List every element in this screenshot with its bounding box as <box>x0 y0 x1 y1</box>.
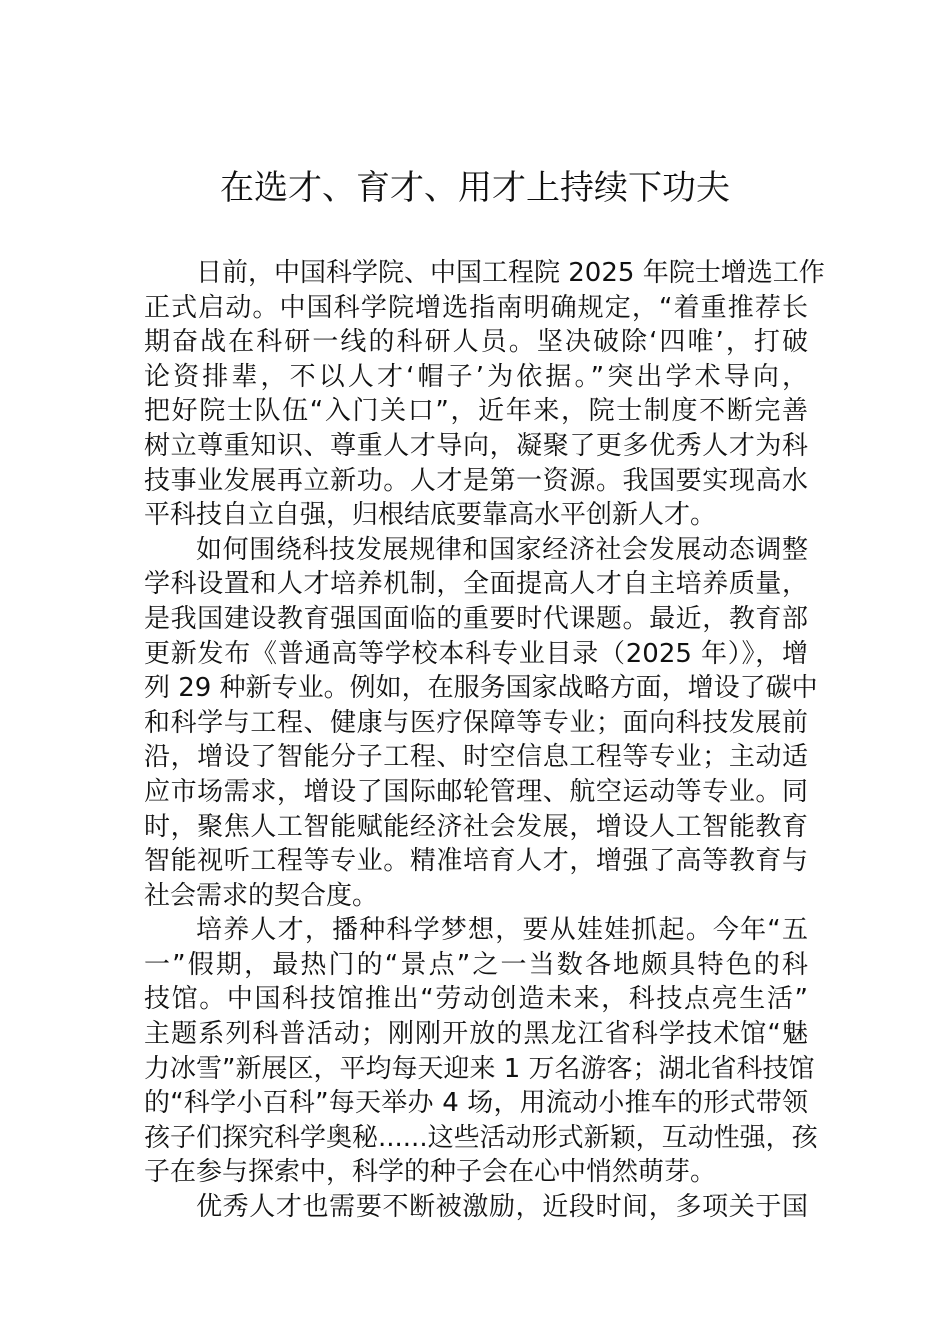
document-title: 在选才、育才、用才上持续下功夫 <box>220 168 730 208</box>
text-line: 优秀人才也需要不断被激励，近段时间，多项关于国 <box>196 1192 808 1223</box>
text-line: 论资排辈，不以人才‘帽子’为依据。”突出学术导向， <box>144 361 808 392</box>
text-line: 期奋战在科研一线的科研人员。坚决破除‘四唯’，打破 <box>144 327 808 358</box>
text-line: 培养人才，播种科学梦想，要从娃娃抓起。今年“五 <box>196 915 808 946</box>
text-line: 平科技自立自强，归根结底要靠高水平创新人才。 <box>144 500 717 531</box>
text-line: 是我国建设教育强国面临的重要时代课题。最近，教育部 <box>144 603 808 634</box>
text-line: 一”假期，最热门的“景点”之一当数各地颇具特色的科 <box>144 949 808 980</box>
text-line: 智能视听工程等专业。精准培育人才，增强了高等教育与 <box>144 846 808 877</box>
text-line: 主题系列科普活动；刚刚开放的黑龙江省科学技术馆“魅 <box>144 1019 808 1050</box>
text-line: 沿，增设了智能分子工程、时空信息工程等专业；主动适 <box>144 742 808 773</box>
text-line: 的“科学小百科”每天举办 4 场，用流动小推车的形式带领 <box>144 1088 808 1119</box>
text-line: 日前，中国科学院、中国工程院 2025 年院士增选工作 <box>196 258 825 288</box>
text-line: 技事业发展再立新功。人才是第一资源。我国要实现高水 <box>144 465 808 496</box>
text-line: 学科设置和人才培养机制，全面提高人才自主培养质量， <box>144 569 808 600</box>
text-line: 把好院士队伍“入门关口”，近年来，院士制度不断完善 <box>144 396 808 427</box>
text-line: 孩子们探究科学奥秘......这些活动形式新颖，互动性强，孩 <box>144 1122 818 1153</box>
text-line: 树立尊重知识、尊重人才导向，凝聚了更多优秀人才为科 <box>144 430 808 461</box>
text-line: 如何围绕科技发展规律和国家经济社会发展动态调整 <box>196 534 808 565</box>
text-line: 更新发布《普通高等学校本科专业目录（2025 年）》，增 <box>144 638 808 669</box>
text-line: 技馆。中国科技馆推出“劳动创造未来，科技点亮生活” <box>144 984 808 1015</box>
document-body <box>144 256 825 1225</box>
text-line: 和科学与工程、健康与医疗保障等专业；面向科技发展前 <box>144 707 808 738</box>
text-line: 子在参与探索中，科学的种子会在心中悄然萌芽。 <box>144 1157 717 1188</box>
text-line: 时，聚焦人工智能赋能经济社会发展，增设人工智能教育 <box>144 811 808 842</box>
text-line: 应市场需求，增设了国际邮轮管理、航空运动等专业。同 <box>144 776 808 807</box>
text-line: 力冰雪”新展区，平均每天迎来 1 万名游客；湖北省科技馆 <box>144 1053 815 1084</box>
text-line: 列 29 种新专业。例如，在服务国家战略方面，增设了碳中 <box>144 673 818 704</box>
text-line: 社会需求的契合度。 <box>144 880 379 911</box>
text-line: 正式启动。中国科学院增选指南明确规定，“着重推荐长 <box>144 292 808 323</box>
